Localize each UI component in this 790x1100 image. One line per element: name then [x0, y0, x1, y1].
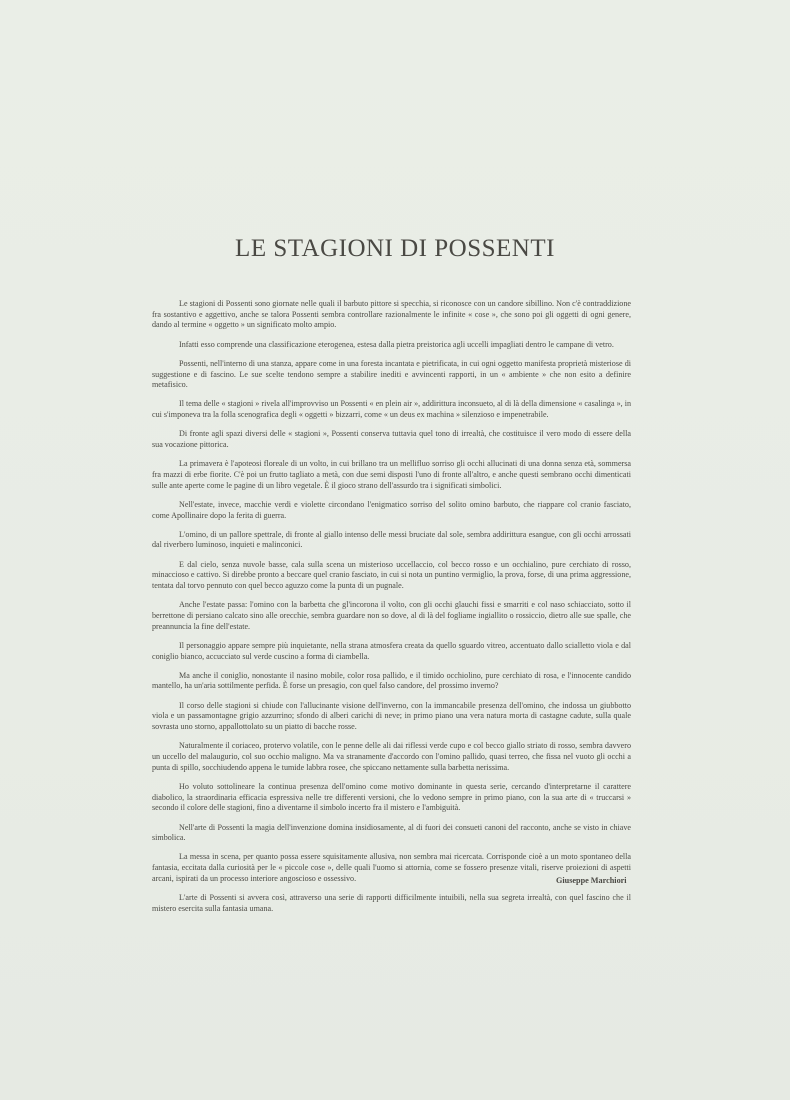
paragraph: Naturalmente il coriaceo, protervo volatile, con le penne delle ali dai riflessi verde cupo e col becco giallo striato di rosso, sembra davvero un uccello del malaugurio, col suo occhio maligno. Ma va stranamente d'accordo con l'omino pallido, quasi terreo, che fissa nel vuoto gli occhi a punta di spillo, socchiudendo appena le tumide labbra rosee, che spiccano nettamente sulla barbetta nerissima.	[152, 741, 631, 772]
paragraph: Nell'arte di Possenti la magia dell'invenzione domina insidiosamente, al di fuori dei consueti canoni del racconto, anche se visto in chiave simbolica.	[152, 822, 631, 843]
paragraph: Nell'estate, invece, macchie verdi e violette circondano l'enigmatico sorriso del solito omino barbuto, che riappare col cranio fasciato, come Apollinaire dopo la ferita di guerra.	[152, 499, 631, 520]
paragraph: Il tema delle « stagioni » rivela all'improvviso un Possenti « en plein air », addirittura inconsueto, al di là della dimensione « casalinga », in cui s'imponeva tra la folla scenografica degli « oggetti » bizzarri, come « un deus ex machina » silenzioso e impenetrabile.	[152, 399, 631, 420]
paragraph: L'arte di Possenti si avvera così, attraverso una serie di rapporti difficilmente intuibili, nella sua segreta irrealtà, con quel fascino che il mistero esercita sulla fantasia umana.	[152, 893, 631, 913]
paragraph: Ma anche il coniglio, nonostante il nasino mobile, color rosa pallido, e il timido occhiolino, pure cerchiato di rosa, e l'innocente candido mantello, ha un'aria sottilmente perfida. È forse un presagio, con quel falso candore, del prossimo inverno?	[152, 670, 631, 691]
paragraph: Le stagioni di Possenti sono giornate nelle quali il barbuto pittore si specchia, si riconosce con un candore sibillino. Non c'è contraddizione fra sostantivo e aggettivo, anche se talora Possenti sembra controllare razionalmente le infinite « cose », che sono poi gli oggetti di ogni genere, dando al termine « oggetto » un significato molto ampio.	[152, 299, 631, 330]
paragraph: Ho voluto sottolineare la continua presenza dell'omino come motivo dominante in questa serie, cercando d'interpretarne il carattere diabolico, la straordinaria efficacia espressiva nelle tre differenti versioni, che lo vedono sempre in primo piano, con la sua arte di « truccarsi » secondo il colore delle stagioni, fino a diventarne il simbolo incerto fra il mistero e l'ambiguità.	[152, 781, 631, 813]
paragraph: Possenti, nell'interno di una stanza, appare come in una foresta incantata e pietrificata, in cui ogni oggetto manifesta proprietà misteriose di suggestione e di fascino. Le sue scelte tendono sempre a stabilire inediti e avvincenti rapporti, in un « ambiente » che non esito a definire metafisico.	[152, 358, 631, 390]
paragraph: La messa in scena, per quanto possa essere squisitamente allusiva, non sembra mai ricercata. Corrisponde cioè a un moto spontaneo della fantasia, eccitata dalla curiosità per le « piccole cose », delle quali l'uomo si attornia, come se fossero presenze vitali, riserve proiezioni di aspetti arcani, ispirati da un processo interiore angoscioso e ossessivo.	[152, 852, 631, 883]
paragraph: Infatti esso comprende una classificazione eterogenea, estesa dalla pietra preistorica agli uccelli impagliati dentro le campane di vetro.	[179, 339, 614, 349]
paragraph: Di fronte agli spazi diversi delle « stagioni », Possenti conserva tuttavia quel tono di irrealtà, che costituisce il vero modo di essere della sua vocazione pittorica.	[152, 429, 631, 450]
paragraph: Il corso delle stagioni si chiude con l'allucinante visione dell'inverno, con la immancabile presenza dell'omino, che indossa un giubbotto viola e un passamontagne grigio azzurrino; sfondo di alberi carichi di neve; in primo piano una vera natura morta di castagne cadute, sulla quale sovrasta uno storno, appallottolato su un piatto di bacche rosse.	[152, 700, 631, 732]
paragraph: L'omino, di un pallore spettrale, di fronte al giallo intenso delle messi bruciate dal sole, sembra addirittura esangue, con gli occhi arrossati dal riverbero luminoso, inquieti e malinconici.	[152, 529, 631, 550]
paragraph: E dal cielo, senza nuvole basse, cala sulla scena un misterioso uccellaccio, col becco rosso e un occhialino, pure cerchiato di rosso, minaccioso e cattivo. Si direbbe pronto a beccare quel cranio fasciato, in cui si nota un puntino vermiglio, la prova, forse, di una prima aggressione, tentata dal torvo pennuto con quel becco aguzzo come la punta di un pugnale.	[152, 559, 631, 591]
essay-body	[152, 299, 631, 923]
paragraph: La primavera è l'apoteosi floreale di un volto, in cui brillano tra un mellifluo sorriso gli occhi allucinati di una donna senza età, sommersa fra mazzi di erbe fiorite. C'è poi un frutto tagliato a metà, con due semi disposti l'uno di fronte all'altro, e anche questi sembrano occhi dimenticati sulle ante aperte come le pagine di un libro vegetale. È il gioco strano dell'assurdo tra i significati simbolici.	[152, 459, 631, 490]
paragraph: Anche l'estate passa: l'omino con la barbetta che gl'incorona il volto, con gli occhi glauchi fissi e smarriti e col naso schiacciato, sotto il berrettone di persiano calcato sino alle orecchie, sembra guardare non so dove, al di là del fogliame ingiallito o rossiccio, dietro alle sue spalle, che preannuncia la fine dell'estate.	[152, 600, 631, 631]
document-title: LE STAGIONI DI POSSENTI	[235, 234, 555, 262]
paragraph: Il personaggio appare sempre più inquietante, nella strana atmosfera creata da quello sguardo vitreo, accentuato dallo scialletto viola e dal coniglio bianco, accucciato sul verde cuscino a forma di ciambella.	[152, 640, 631, 661]
author-signature: Giuseppe Marchiori	[556, 876, 627, 885]
